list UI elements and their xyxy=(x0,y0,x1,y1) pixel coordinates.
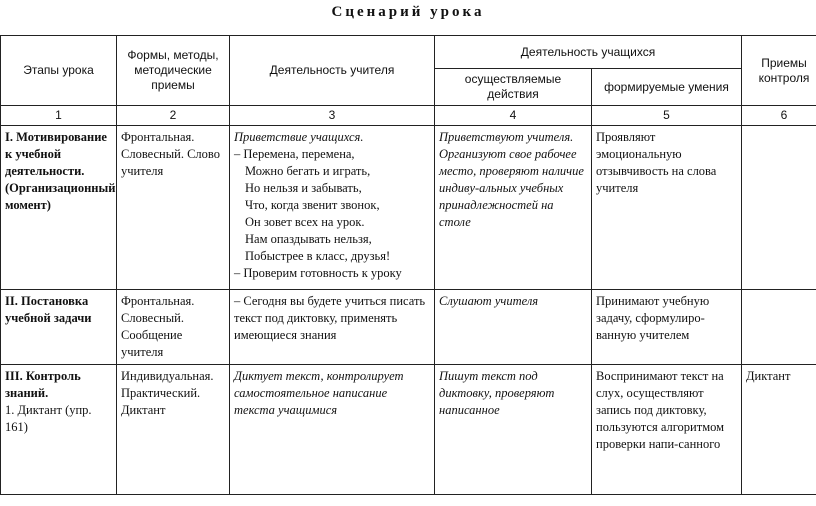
table-row xyxy=(1,290,816,365)
table-row xyxy=(1,365,816,495)
poem-line: – Перемена, перемена, xyxy=(234,147,355,161)
header-actions: осуществляемые действия xyxy=(435,69,592,106)
col-number: 4 xyxy=(435,106,592,126)
header-skills: формируемые умения xyxy=(592,69,742,106)
stage-cell xyxy=(1,365,117,495)
teacher-cell: – Сегодня вы будете учиться писать текст под диктовку, применять имеющиеся знания xyxy=(230,290,435,365)
control-cell xyxy=(742,290,816,365)
poem-line: Побыстрее в класс, друзья! xyxy=(245,249,391,263)
lesson-table xyxy=(0,35,816,495)
teacher-intro: Приветствие учащихся. xyxy=(234,130,364,144)
col-number: 5 xyxy=(592,106,742,126)
header-forms: Формы, методы, методические приемы xyxy=(117,36,230,106)
poem-line: Он зовет всех на урок. xyxy=(245,215,365,229)
header-stages: Этапы урока xyxy=(1,36,117,106)
control-cell: Диктант xyxy=(742,365,816,495)
skills-cell: Принимают учебную задачу, сформулиро-ванную учителем xyxy=(592,290,742,365)
header-control: Приемы контроля xyxy=(742,36,816,106)
poem-line: Что, когда звенит звонок, xyxy=(245,198,380,212)
poem-line: – Проверим готовность к уроку xyxy=(234,266,402,280)
forms-cell: Фронтальная. Словесный. Сообщение учителя xyxy=(117,290,230,365)
actions-cell: Приветствуют учителя. Организуют свое рабочее место, проверяют наличие индиву-альных учебных принадлежностей на столе xyxy=(435,126,592,290)
col-number: 3 xyxy=(230,106,435,126)
stage-title: III. Контроль знаний. xyxy=(5,369,81,400)
teacher-cell xyxy=(230,126,435,290)
forms-cell: Фронтальная. Словесный. Слово учителя xyxy=(117,126,230,290)
poem-line: Но нельзя и забывать, xyxy=(245,181,362,195)
control-cell xyxy=(742,126,816,290)
stage-cell: II. Постановка учебной задачи xyxy=(1,290,117,365)
col-number: 6 xyxy=(742,106,816,126)
skills-cell: Проявляют эмоциональную отзывчивость на слова учителя xyxy=(592,126,742,290)
forms-cell: Индивидуальная. Практический. Диктант xyxy=(117,365,230,495)
header-teacher: Деятельность учителя xyxy=(230,36,435,106)
poem-line: Нам опаздывать нельзя, xyxy=(245,232,372,246)
table-row xyxy=(1,126,816,290)
actions-cell: Слушают учителя xyxy=(435,290,592,365)
col-number: 1 xyxy=(1,106,117,126)
header-students: Деятельность учащихся xyxy=(435,36,742,69)
teacher-cell: Диктует текст, контролирует самостоятельное написание текста учащимися xyxy=(230,365,435,495)
page-title: Сценарий урока xyxy=(331,4,485,20)
skills-cell: Воспринимают текст на слух, осуществляют запись под диктовку, пользуются алгоритмом проверки напи-санного xyxy=(592,365,742,495)
stage-cell: I. Мотивирование к учебной деятельности. (Организационный момент) xyxy=(1,126,117,290)
stage-subtitle: 1. Диктант (упр. 161) xyxy=(5,403,92,434)
poem-line: Можно бегать и играть, xyxy=(245,164,371,178)
col-number: 2 xyxy=(117,106,230,126)
actions-cell: Пишут текст под диктовку, проверяют написанное xyxy=(435,365,592,495)
